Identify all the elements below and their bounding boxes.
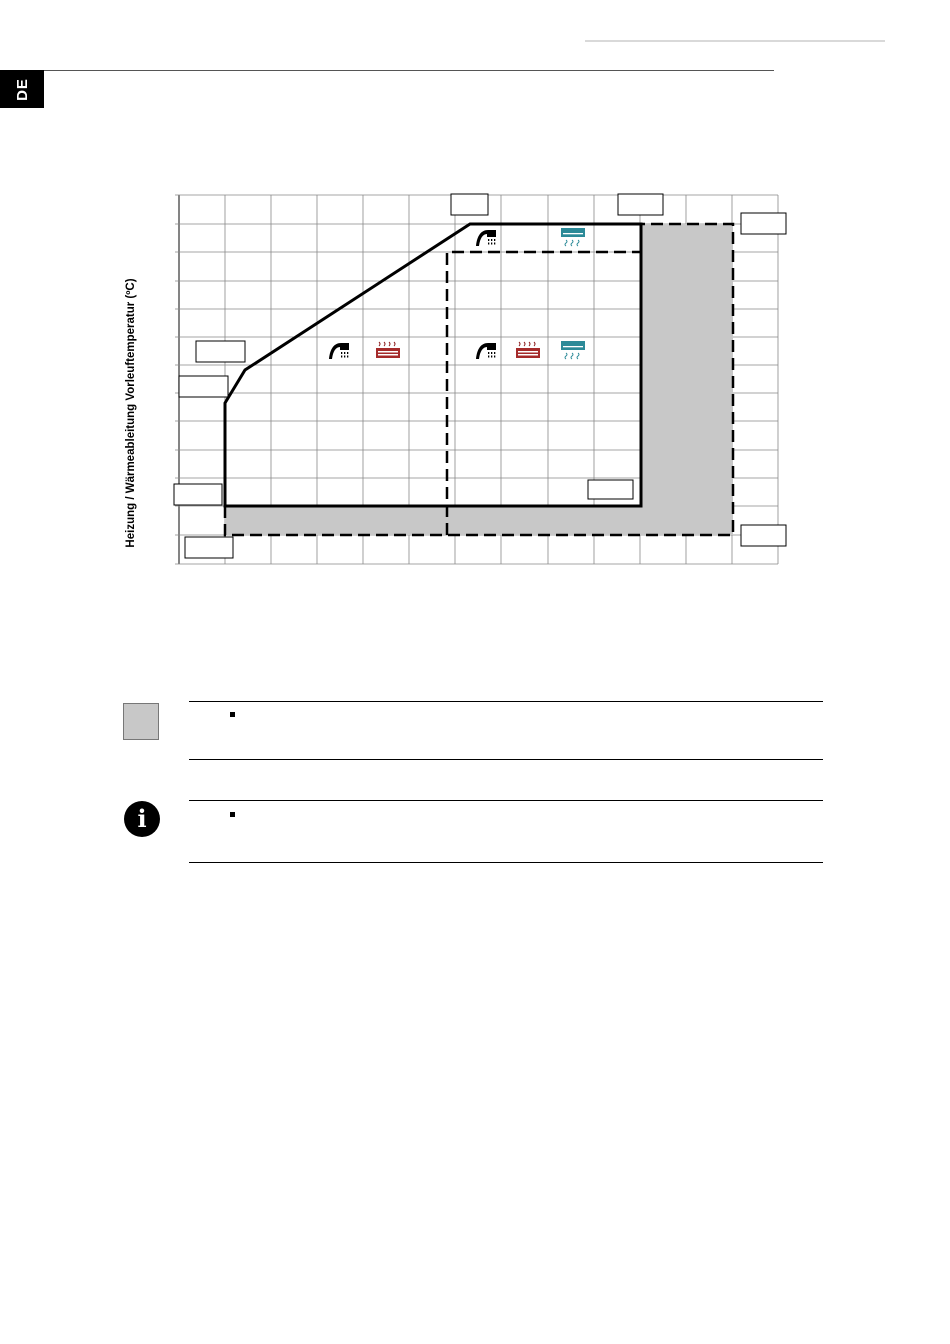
shower-icon (476, 230, 496, 246)
operating-envelope-chart (0, 0, 950, 620)
shower-icon (476, 343, 496, 359)
value-label-box (741, 213, 786, 234)
info-icon: i (124, 801, 160, 837)
value-label-box (196, 341, 245, 362)
value-label-box (174, 484, 222, 505)
radiator-icon (516, 342, 540, 358)
value-label-box (179, 376, 228, 397)
value-label-box (451, 194, 488, 215)
value-label-box (185, 537, 233, 558)
note-rule-bottom (189, 759, 823, 760)
info-bullet (230, 812, 235, 817)
value-label-box (741, 525, 786, 546)
fan-coil-icon (561, 341, 585, 359)
info-rule-bottom (189, 862, 823, 863)
note-bullet (230, 712, 235, 717)
value-label-box (618, 194, 663, 215)
note-rule-top (189, 701, 823, 702)
chart-y-axis-label: Heizung / Wärmeableitung Vorleuftemperatur (ºC) (125, 278, 137, 548)
extended-zone-bottom (225, 224, 733, 535)
language-tab-label: DE (13, 77, 31, 101)
legend-gray-swatch (123, 703, 159, 740)
fan-coil-icon (561, 228, 585, 246)
radiator-icon (376, 342, 400, 358)
info-rule-top (189, 800, 823, 801)
shower-icon (329, 343, 349, 359)
value-label-box (588, 480, 633, 499)
